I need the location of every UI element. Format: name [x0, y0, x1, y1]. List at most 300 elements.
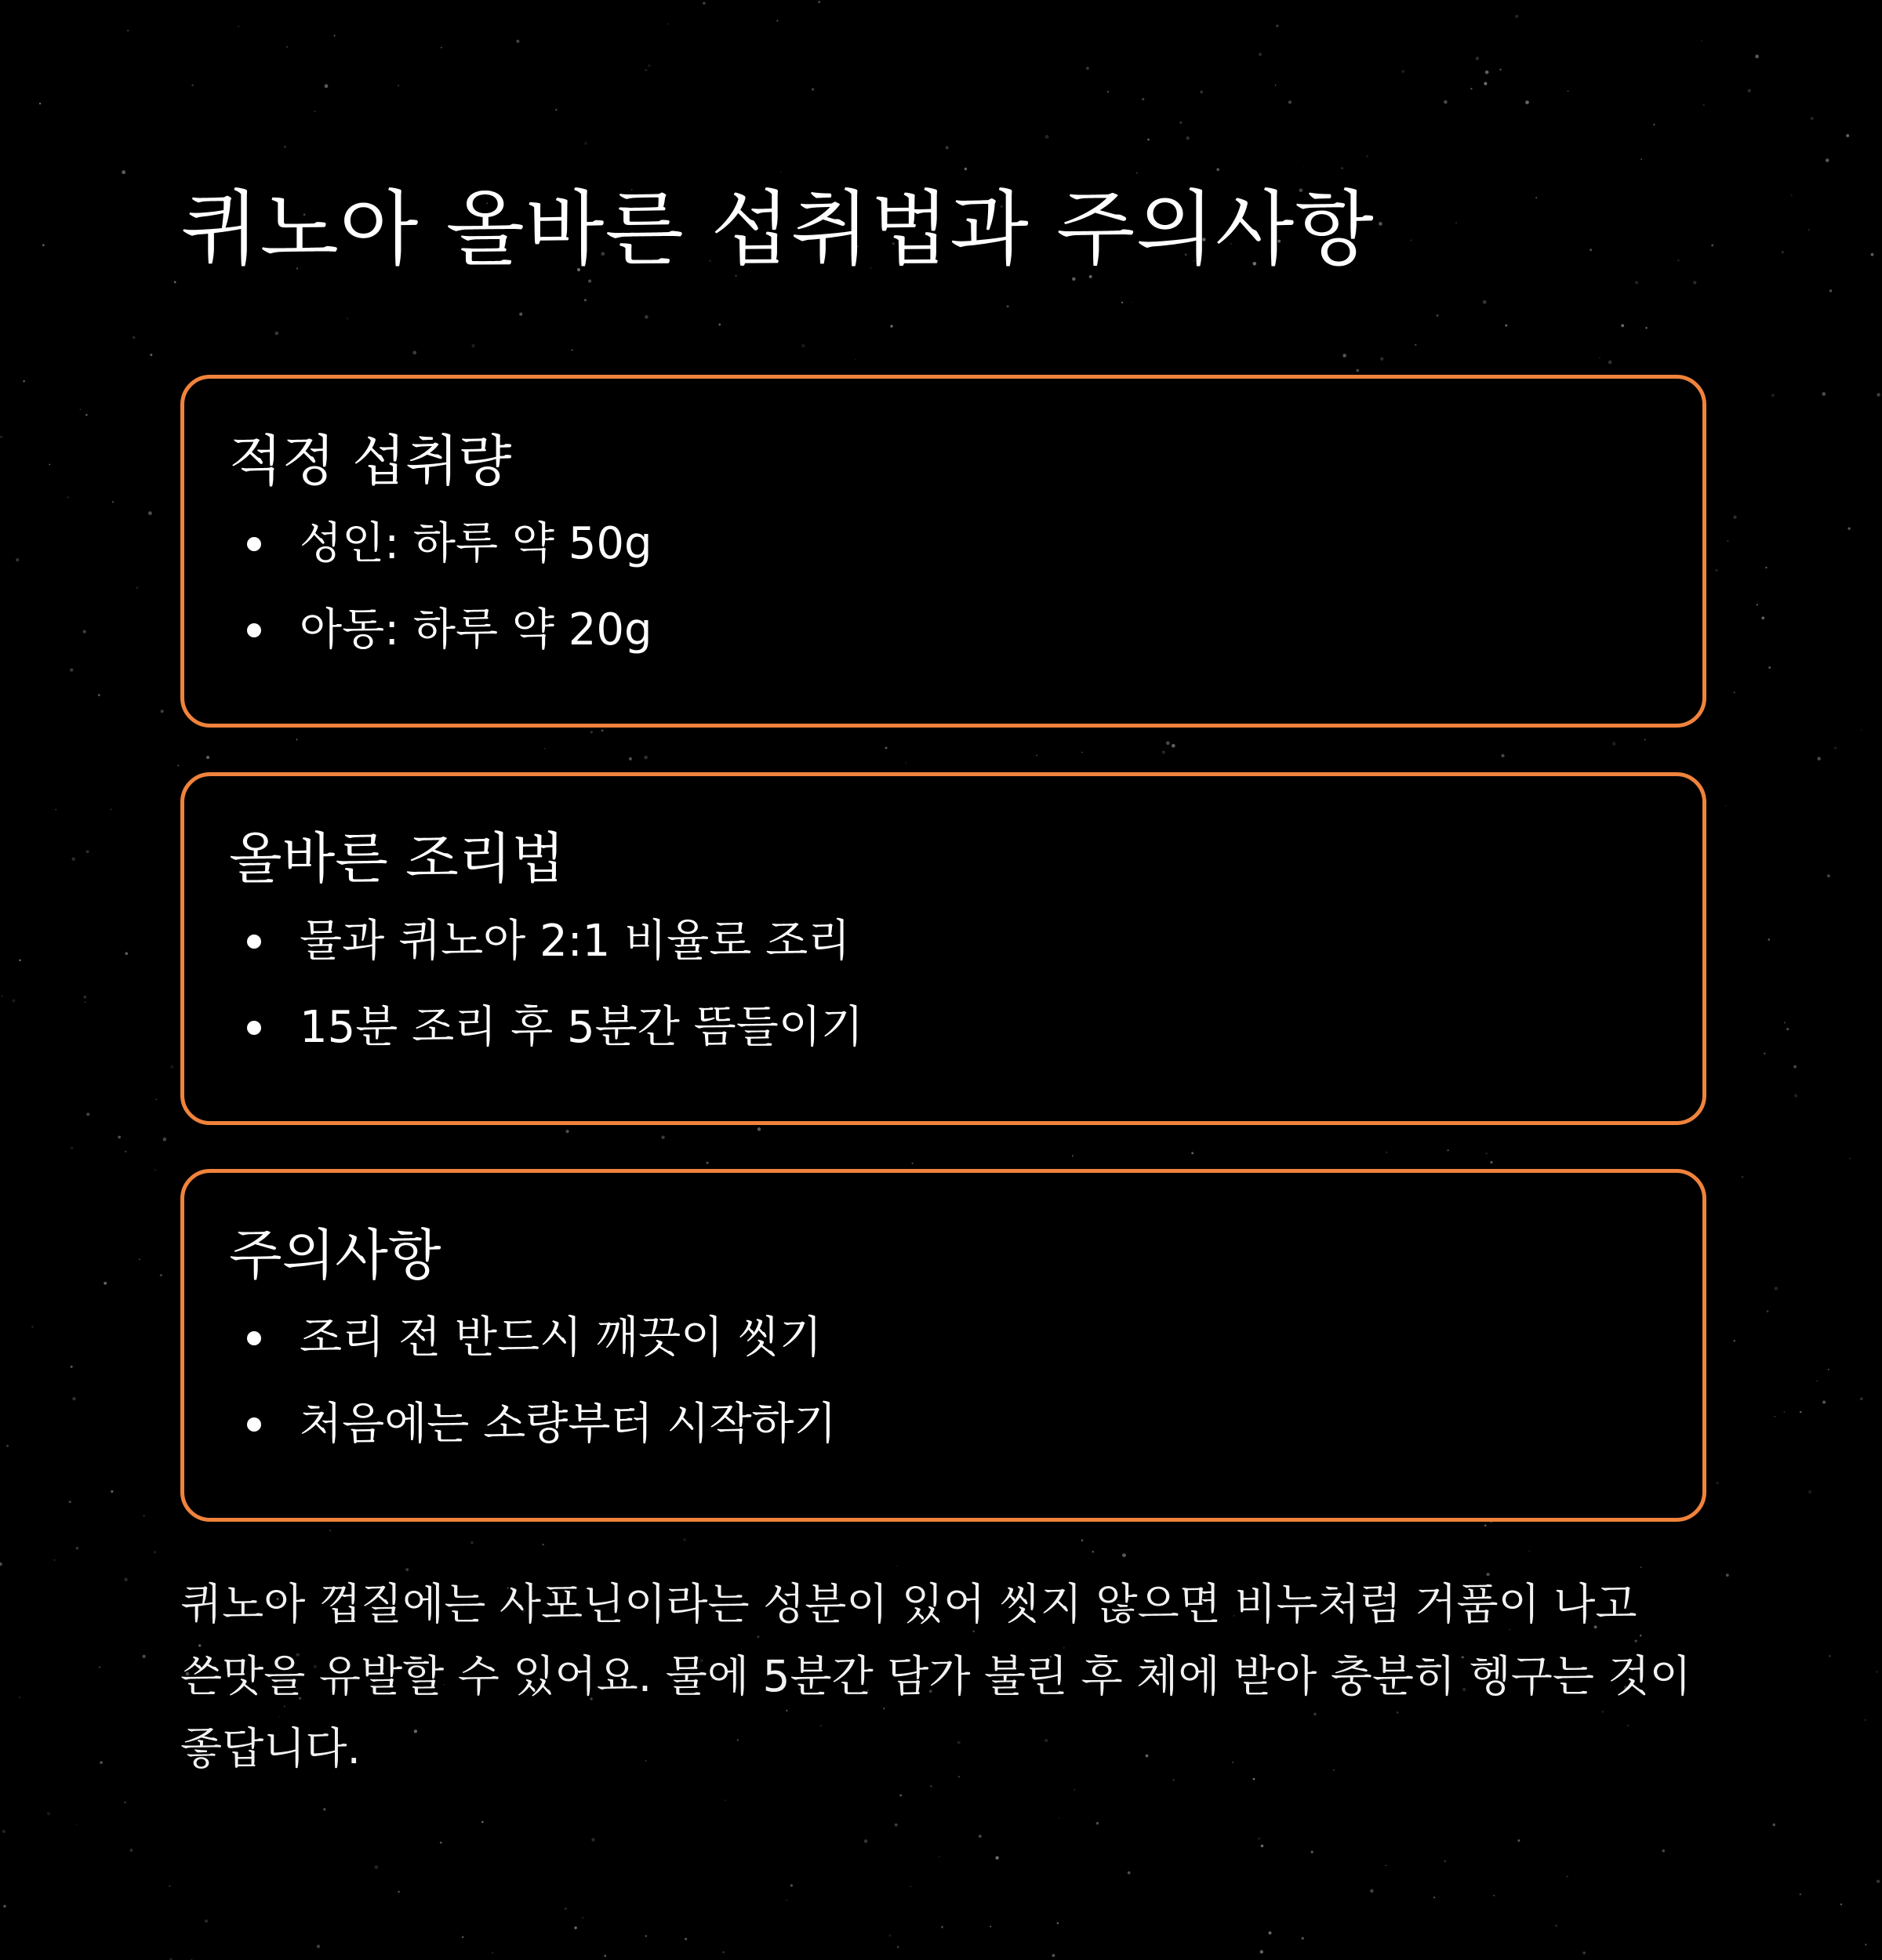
star-dot	[1258, 1837, 1260, 1839]
star-dot	[139, 1259, 140, 1261]
star-dot	[72, 1397, 75, 1400]
star-dot	[1121, 302, 1123, 303]
star-dot	[1147, 139, 1150, 141]
star-dot	[1260, 1950, 1263, 1953]
star-dot	[441, 47, 442, 49]
star-dot	[930, 1785, 932, 1788]
star-dot	[1555, 1925, 1557, 1927]
star-dot	[910, 1886, 911, 1887]
star-dot	[80, 408, 82, 410]
star-dot	[329, 1530, 331, 1531]
star-dot	[1864, 1719, 1866, 1721]
star-dot	[1829, 289, 1832, 292]
star-dot	[160, 1274, 162, 1276]
star-dot	[3, 1905, 6, 1908]
star-dot	[725, 1799, 726, 1801]
star-dot	[683, 1538, 686, 1541]
star-dot	[1865, 1944, 1867, 1946]
star-dot	[979, 1835, 982, 1838]
list-item	[184, 604, 652, 691]
star-dot	[31, 1326, 34, 1328]
star-dot	[1640, 158, 1642, 160]
star-dot	[1768, 666, 1771, 669]
star-dot	[1808, 229, 1810, 230]
star-dot	[238, 26, 240, 28]
star-dot	[462, 1936, 464, 1938]
star-dot	[812, 88, 814, 90]
star-dot	[1379, 222, 1382, 226]
star-dot	[1748, 89, 1751, 92]
star-dot	[566, 1130, 569, 1133]
star-dot	[286, 46, 288, 48]
star-dot	[1259, 53, 1262, 56]
star-dot	[23, 380, 24, 382]
star-dot	[801, 344, 805, 347]
star-dot	[574, 1926, 576, 1929]
star-dot	[1822, 392, 1826, 396]
star-dot	[1092, 1551, 1095, 1553]
star-dot	[1191, 1152, 1194, 1154]
star-dot	[1179, 122, 1182, 124]
star-dot	[100, 1761, 103, 1764]
star-dot	[323, 1808, 325, 1810]
star-dot	[1822, 1400, 1826, 1403]
star-dot	[555, 109, 557, 111]
star-dot	[206, 756, 209, 759]
star-dot	[1447, 1149, 1448, 1151]
star-dot	[12, 999, 15, 1002]
star-dot	[1052, 1954, 1055, 1957]
star-dot	[1483, 300, 1487, 304]
star-dot	[590, 731, 593, 733]
star-dot	[71, 857, 74, 860]
list-item	[184, 1312, 837, 1399]
star-dot	[2, 1830, 5, 1833]
star-dot	[1742, 1176, 1744, 1178]
star-dot	[142, 1655, 145, 1658]
star-dot	[1784, 1411, 1786, 1413]
star-dot	[1366, 155, 1368, 158]
star-dot	[99, 1666, 100, 1668]
star-dot	[124, 1578, 127, 1581]
star-dot	[1568, 90, 1569, 92]
star-dot	[1846, 134, 1849, 137]
star-dot	[645, 315, 649, 319]
star-dot	[1122, 1553, 1126, 1557]
list-item-text: 물과 퀴노아 2:1 비율로 조리	[300, 916, 851, 967]
list-item	[184, 1002, 863, 1088]
star-dot	[76, 1547, 79, 1550]
star-dot	[1765, 567, 1767, 568]
intake-list	[184, 518, 652, 691]
star-dot	[1501, 754, 1504, 757]
star-dot	[1764, 1053, 1765, 1054]
star-dot	[398, 85, 399, 86]
star-dot	[1702, 103, 1705, 106]
list-item-text: 처음에는 소량부터 시작하기	[300, 1399, 837, 1450]
star-dot	[1726, 1573, 1729, 1577]
star-dot	[1800, 1893, 1801, 1895]
star-dot	[890, 325, 892, 327]
star-dot	[648, 64, 650, 67]
star-dot	[1767, 1310, 1769, 1312]
star-dot	[1433, 1896, 1435, 1898]
star-dot	[1261, 1845, 1264, 1848]
star-dot	[1717, 1482, 1719, 1484]
star-dot	[1142, 98, 1144, 100]
bullet-icon	[247, 1021, 261, 1035]
star-dot	[1755, 55, 1759, 59]
star-dot	[334, 35, 336, 37]
star-dot	[122, 170, 125, 174]
star-dot	[1074, 1789, 1076, 1791]
star-dot	[895, 1824, 898, 1827]
star-dot	[174, 281, 176, 284]
star-dot	[296, 739, 298, 740]
star-dot	[1444, 100, 1448, 104]
star-dot	[722, 1951, 725, 1954]
star-dot	[127, 30, 129, 31]
star-dot	[1621, 324, 1624, 327]
list-item	[184, 518, 652, 604]
star-dot	[584, 299, 587, 301]
star-dot	[85, 414, 88, 416]
star-dot	[125, 1151, 126, 1152]
star-dot	[170, 1065, 173, 1069]
star-dot	[1794, 1094, 1797, 1097]
star-dot	[1200, 90, 1203, 93]
saponin-note: 퀴노아 껍질에는 사포닌이라는 성분이 있어 씻지 않으면 비누처럼 거품이 나고 쓴맛을 유발할 수 있어요. 물에 5분간 담가 불린 후 체에 받아 충분히 헹구는 것이 좋답니다.	[180, 1579, 1691, 1773]
star-dot	[685, 1938, 687, 1940]
star-dot	[1081, 1539, 1084, 1541]
bullet-icon	[247, 1331, 261, 1345]
star-dot	[1761, 616, 1764, 619]
star-dot	[1444, 1860, 1447, 1863]
star-dot	[83, 630, 86, 633]
star-dot	[6, 1445, 9, 1447]
star-dot	[1768, 938, 1770, 941]
list-item	[184, 916, 863, 1002]
star-dot	[1276, 24, 1278, 27]
star-dot	[1827, 874, 1830, 877]
star-dot	[67, 496, 69, 498]
list-item-text: 아동: 하루 약 20g	[300, 604, 652, 655]
star-dot	[1525, 100, 1529, 104]
star-dot	[1096, 1822, 1099, 1825]
star-dot	[1086, 67, 1089, 70]
star-dot	[1288, 100, 1292, 103]
star-dot	[317, 1945, 320, 1948]
star-dot	[1635, 281, 1638, 284]
caution-card	[180, 1169, 1706, 1522]
star-dot	[1162, 750, 1165, 753]
bullet-icon	[247, 537, 261, 551]
star-dot	[1342, 354, 1346, 357]
cooking-list	[184, 916, 863, 1088]
star-dot	[864, 1839, 867, 1842]
star-dot	[148, 511, 152, 515]
star-dot	[69, 1501, 71, 1503]
star-dot	[1834, 746, 1837, 749]
star-dot	[53, 1559, 56, 1562]
star-dot	[896, 1566, 897, 1567]
star-dot	[939, 1856, 940, 1857]
star-dot	[1693, 281, 1696, 284]
star-dot	[49, 464, 50, 466]
star-dot	[855, 359, 856, 361]
star-dot	[1470, 88, 1472, 89]
star-dot	[1782, 251, 1784, 253]
star-dot	[1493, 1895, 1495, 1896]
star-dot	[718, 324, 721, 326]
star-dot	[1715, 569, 1717, 572]
star-dot	[645, 1935, 647, 1936]
star-dot	[1166, 741, 1170, 745]
star-dot	[1311, 1851, 1313, 1853]
star-dot	[591, 1838, 594, 1841]
star-dot	[1828, 1369, 1829, 1370]
caution-card-heading: 주의사항	[229, 1223, 441, 1287]
star-dot	[1455, 222, 1457, 223]
star-dot	[1612, 742, 1616, 746]
star-dot	[143, 1515, 145, 1517]
star-dot	[1216, 168, 1219, 171]
star-dot	[1411, 240, 1412, 241]
star-dot	[1734, 1340, 1735, 1341]
star-dot	[941, 1926, 943, 1929]
star-dot	[1860, 1397, 1863, 1400]
star-dot	[398, 1891, 400, 1893]
star-dot	[412, 350, 416, 354]
star-dot	[1773, 1824, 1775, 1826]
star-dot	[1045, 135, 1049, 139]
bullet-icon	[247, 623, 261, 637]
star-dot	[1757, 604, 1758, 605]
bullet-icon	[247, 1417, 261, 1432]
star-dot	[1081, 752, 1083, 753]
star-dot	[104, 1282, 107, 1285]
star-dot	[1528, 1551, 1530, 1552]
star-dot	[990, 1926, 991, 1927]
star-dot	[571, 349, 572, 350]
star-dot	[1036, 755, 1037, 757]
star-dot	[55, 809, 56, 811]
star-dot	[584, 142, 587, 145]
star-dot	[1370, 1889, 1374, 1893]
star-dot	[86, 1112, 89, 1116]
star-dot	[156, 1099, 157, 1100]
star-dot	[1826, 158, 1829, 162]
star-dot	[1484, 82, 1487, 85]
star-dot	[818, 1, 820, 3]
star-dot	[112, 501, 114, 503]
star-dot	[1476, 56, 1479, 60]
star-dot	[154, 1551, 156, 1553]
star-dot	[154, 1169, 156, 1171]
star-dot	[1505, 325, 1507, 327]
star-dot	[133, 336, 135, 339]
star-dot	[544, 748, 545, 749]
star-dot	[645, 69, 647, 71]
star-dot	[889, 1934, 892, 1936]
star-dot	[1811, 117, 1814, 120]
star-dot	[1793, 1065, 1797, 1069]
star-dot	[470, 1541, 473, 1544]
page-title: 퀴노아 올바른 섭취법과 주의사항	[180, 181, 1375, 277]
star-dot	[177, 764, 179, 766]
star-dot	[47, 1812, 51, 1816]
list-item-text: 15분 조리 후 5분간 뜸들이기	[300, 1002, 864, 1053]
star-dot	[758, 1127, 761, 1131]
star-dot	[1303, 167, 1304, 168]
star-dot	[42, 244, 45, 246]
intake-card-heading: 적정 섭취량	[229, 429, 512, 493]
star-dot	[1871, 253, 1874, 256]
star-dot	[1301, 1937, 1303, 1940]
star-dot	[76, 1824, 78, 1825]
star-dot	[899, 1795, 902, 1797]
star-dot	[703, 2, 705, 4]
star-dot	[1415, 344, 1416, 346]
star-dot	[136, 587, 138, 589]
star-dot	[1567, 1875, 1568, 1877]
star-dot	[1590, 249, 1592, 251]
star-dot	[1535, 197, 1537, 198]
star-dot	[1644, 739, 1646, 741]
star-dot	[706, 1162, 708, 1164]
star-dot	[1485, 71, 1489, 74]
cooking-card-heading: 올바른 조리법	[229, 826, 565, 891]
star-dot	[71, 1366, 73, 1368]
star-dot	[582, 1917, 584, 1919]
list-item-text: 성인: 하루 약 50g	[300, 518, 652, 569]
star-dot	[776, 20, 778, 21]
star-dot	[516, 40, 519, 43]
star-dot	[19, 960, 21, 962]
star-dot	[70, 668, 74, 672]
star-dot	[1172, 744, 1175, 748]
star-dot	[1800, 1411, 1802, 1414]
star-dot	[995, 1857, 998, 1860]
star-dot	[163, 1138, 167, 1142]
star-dot	[1771, 394, 1775, 397]
star-dot	[661, 1136, 664, 1139]
star-dot	[0, 1563, 2, 1566]
star-dot	[1437, 314, 1439, 317]
star-dot	[1186, 136, 1190, 140]
star-dot	[1808, 1490, 1812, 1494]
star-dot	[1861, 730, 1862, 731]
star-dot	[1608, 361, 1612, 365]
star-dot	[629, 757, 632, 760]
star-dot	[1662, 1849, 1665, 1852]
star-dot	[191, 85, 193, 86]
star-dot	[1072, 1155, 1074, 1156]
star-dot	[161, 710, 164, 713]
star-dot	[1877, 393, 1880, 396]
star-dot	[1645, 327, 1648, 329]
list-item	[184, 1399, 837, 1485]
star-dot	[1734, 691, 1735, 693]
star-dot	[39, 103, 41, 104]
star-dot	[912, 1163, 914, 1164]
star-dot	[565, 1907, 567, 1910]
star-dot	[84, 996, 87, 999]
star-dot	[1876, 1671, 1878, 1673]
star-dot	[1341, 167, 1343, 169]
star-dot	[481, 1821, 484, 1824]
star-dot	[604, 1955, 606, 1957]
star-dot	[601, 729, 604, 731]
cooking-card	[180, 772, 1706, 1125]
star-dot	[71, 1147, 74, 1150]
star-dot	[1711, 244, 1713, 246]
star-dot	[1583, 1951, 1586, 1954]
star-dot	[111, 1490, 113, 1493]
star-dot	[1107, 91, 1110, 93]
star-dot	[1380, 358, 1383, 361]
star-dot	[118, 1136, 121, 1139]
star-dot	[1786, 1028, 1789, 1030]
bullet-icon	[247, 935, 261, 949]
star-dot	[1057, 1922, 1059, 1925]
star-dot	[375, 1865, 379, 1869]
star-dot	[897, 1946, 899, 1947]
star-dot	[205, 1919, 208, 1922]
star-dot	[1733, 516, 1736, 519]
star-dot	[125, 952, 128, 955]
star-dot	[965, 168, 967, 170]
star-dot	[1653, 124, 1655, 125]
star-dot	[1847, 528, 1850, 530]
star-dot	[1499, 69, 1501, 71]
star-dot	[284, 146, 286, 148]
star-dot	[1877, 1880, 1880, 1883]
star-dot	[1269, 1932, 1272, 1935]
star-dot	[1816, 1381, 1818, 1382]
star-dot	[885, 747, 888, 750]
star-dot	[98, 694, 100, 696]
star-dot	[1840, 1904, 1843, 1906]
star-dot	[1517, 1839, 1520, 1842]
star-dot	[519, 313, 522, 316]
star-dot	[1701, 40, 1702, 42]
star-dot	[1490, 1161, 1492, 1163]
star-dot	[542, 1544, 543, 1545]
star-dot	[16, 558, 19, 561]
star-dot	[946, 146, 949, 149]
star-dot	[1402, 70, 1405, 73]
star-dot	[86, 850, 89, 853]
star-dot	[1775, 1287, 1778, 1290]
star-dot	[1725, 805, 1727, 807]
star-dot	[790, 1884, 793, 1886]
intake-card	[180, 375, 1706, 728]
star-dot	[1818, 757, 1821, 760]
star-dot	[1849, 1158, 1851, 1160]
star-dot	[129, 1849, 133, 1852]
star-dot	[1007, 305, 1009, 307]
star-dot	[644, 756, 648, 760]
star-dot	[169, 1886, 171, 1887]
star-dot	[1484, 1524, 1487, 1526]
caution-list	[184, 1312, 837, 1485]
list-item-text: 조리 전 반드시 깨끗이 씻기	[300, 1312, 823, 1363]
star-dot	[1515, 15, 1518, 18]
star-dot	[275, 332, 279, 336]
star-dot	[1784, 1022, 1786, 1023]
star-dot	[1829, 1655, 1830, 1657]
